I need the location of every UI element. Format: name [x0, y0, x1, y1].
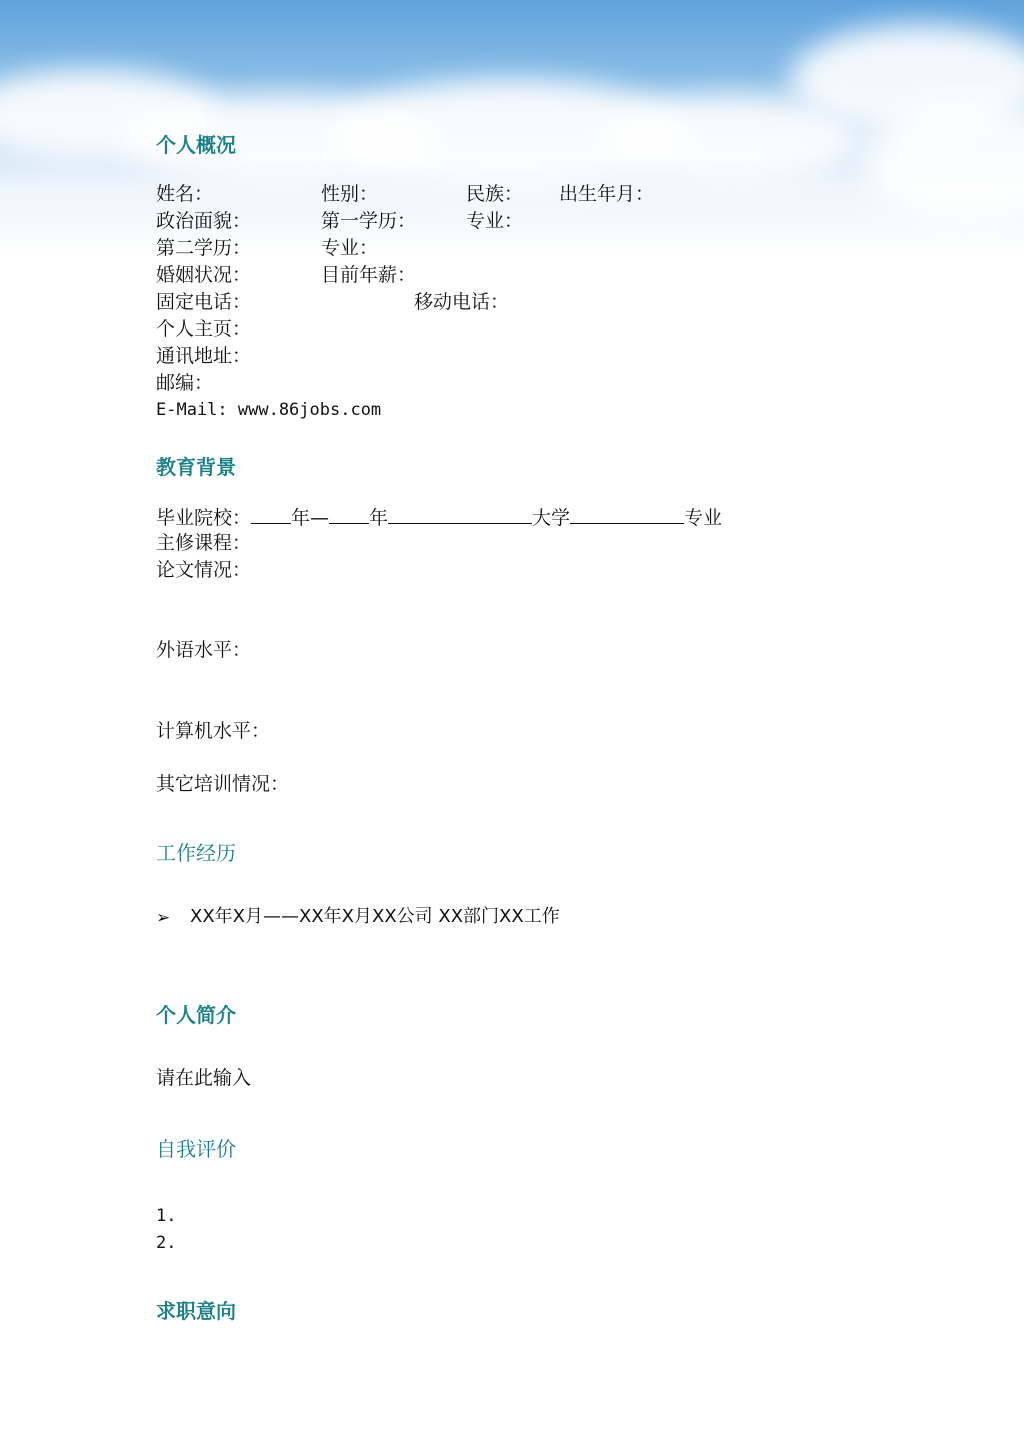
label-thesis: 论文情况：	[156, 559, 252, 581]
text-major: 专业	[684, 507, 723, 529]
label-zip: 邮编：	[156, 372, 214, 394]
text-university: 大学	[532, 507, 571, 529]
blank-university	[388, 505, 532, 524]
label-first-degree: 第一学历：	[321, 210, 417, 232]
label-courses: 主修课程：	[156, 532, 252, 554]
text-year-2: 年	[369, 507, 389, 529]
blank-start-year	[251, 505, 291, 524]
label-language: 外语水平：	[156, 639, 252, 661]
label-political: 政治面貌：	[156, 210, 252, 232]
email-line: E-Mail: www.86jobs.com	[156, 400, 382, 420]
work-item: XX年X月——XX年X月XX公司 XX部门XX工作	[190, 906, 560, 927]
label-ethnicity: 民族：	[466, 183, 524, 205]
self-eval-item-2: 2.	[156, 1233, 177, 1253]
label-salary: 目前年薪：	[321, 264, 417, 286]
self-eval-item-1: 1.	[156, 1206, 177, 1226]
label-address: 通讯地址：	[156, 345, 252, 367]
label-major-1: 专业：	[466, 210, 524, 232]
text-year-1: 年—	[291, 507, 330, 529]
label-birth: 出生年月：	[559, 183, 655, 205]
section-title-personal: 个人概况	[156, 133, 236, 157]
label-name: 姓名：	[156, 183, 214, 205]
label-school: 毕业院校：	[156, 507, 252, 529]
label-major-2: 专业：	[321, 237, 379, 259]
blank-major	[570, 505, 684, 524]
label-homepage: 个人主页：	[156, 318, 252, 340]
section-title-intent: 求职意向	[156, 1299, 236, 1323]
label-second-degree: 第二学历：	[156, 237, 252, 259]
section-title-self-eval: 自我评价	[156, 1137, 236, 1161]
intro-text: 请在此输入	[156, 1067, 252, 1089]
label-computer: 计算机水平：	[156, 720, 271, 742]
school-line	[156, 505, 722, 529]
blank-end-year	[329, 505, 369, 524]
label-gender: 性别：	[321, 183, 379, 205]
section-title-education: 教育背景	[156, 455, 236, 479]
label-mobile: 移动电话：	[414, 291, 510, 313]
label-training: 其它培训情况：	[156, 773, 290, 795]
label-phone: 固定电话：	[156, 291, 252, 313]
section-title-intro: 个人简介	[156, 1003, 236, 1027]
label-marital: 婚姻状况：	[156, 264, 252, 286]
section-title-work: 工作经历	[156, 841, 236, 865]
bullet-arrow-icon: ➢	[156, 908, 171, 928]
